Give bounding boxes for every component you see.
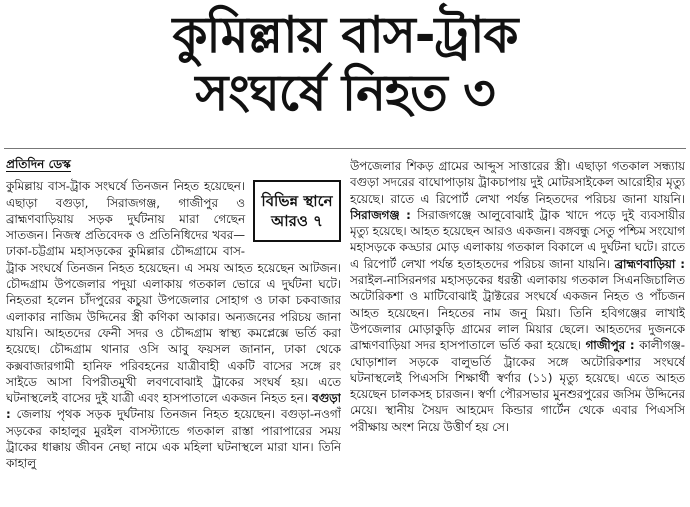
article-column-left [6, 156, 341, 506]
paragraph-comilla: কুমিল্লায় বাস-ট্রাক সংঘর্ষে তিনজন নিহত হয়েছেন। এছাড়া বগুড়া, সিরাজগঞ্জ, গাজীপুর ও ব্রাহ্মণবাড়িয়ায় সড়ক দুর্ঘটনায় মারা গেছেন সাতজন। নিজস্ব প্রতিবেদক ও প্রতিনিধিদের খবর— ঢাকা-চট্টগ্রাম মহাসড়কের কুমিল্লার চৌদ্দগ্রামে বাস-ট্রাক সংঘর্ষে তিনজন নিহত হয়েছেন। এ সময় আহত হয়েছেন আটজন। চৌদ্দগ্রাম উপজেলার পদুয়া এলাকায় গতকাল ভোরে এ দুর্ঘটনা ঘটে। নিহতরা হলেন চাঁদপুরের কচুয়া উপজেলার সোহাগ ও ঢাকা চকবাজার এলাকার নাজিম উদ্দিনের স্ত্রী কণিকা আকার। অন্যজনের পরিচয় জানা যায়নি। আহতদের ফেনী সদর ও চৌদ্দগ্রাম স্বাস্থ্য কমপ্লেক্সে ভর্তি করা হয়েছে। চৌদ্দগ্রাম থানার ওসি আবু ফয়সল জানান, ঢাকা থেকে কক্সবাজারগামী হানিফ পরিবহনের যাত্রীবাহী একটি বাসের সঙ্গে রং সাইডে আসা বিপরীতমুখী লবণবোঝাই ট্রাকের সংঘর্ষ হয়। এতে ঘটনাস্থলেই বাসের দুই যাত্রী এবং হাসপাতালে একজন নিহত হন। [6, 179, 341, 406]
paragraph-brahmanbaria: সরাইল-নাসিরনগর মহাসড়কের ধরন্তী এলাকায় গতকাল সিএনজিচালিত অটোরিকশা ও মাটিবোঝাই ট্রাক্টরের সংঘর্ষে একজন নিহত ও পাঁচজন আহত হয়েছেন। নিহতের নাম জনু মিয়া। তিনি হবিগঞ্জের লাখাই উপজেলার মোড়াকুড়ি গ্রামের লাল মিয়ার ছেলে। আহতদের দুজনকে ব্রাহ্মণবাড়িয়া সদর হাসপাতালে ভর্তি করা হয়েছে। [350, 273, 685, 353]
headline-divider [4, 148, 686, 149]
paragraph-sirajganj: সিরাজগঞ্জে আলুবোঝাই ট্রাক খাদে পড়ে দুই ব্যবসায়ীর মৃত্যু হয়েছে। আহত হয়েছেন আরও একজন। বঙ্গবন্ধু সেতু পশ্চিম সংযোগ মহাসড়কে কড্ডার মোড় এলাকায় গতকাল বিকালে এ দুর্ঘটনা ঘটে। রাতে এ রিপোর্ট লেখা পর্যন্ত হতাহতদের পরিচয় জানা যায়নি। [350, 207, 685, 271]
paragraph-bogura-cont: উপজেলার শিকড় গ্রামের আব্দুস সাত্তারের স্ত্রী। এছাড়া গতকাল সন্ধ্যায় বগুড়া সদরের বাঘোপাড়ায় ট্রাকচাপায় দুই মোটরসাইকেল আরোহীর মৃত্যু হয়েছে। রাতে এ রিপোর্ট লেখা পর্যন্ত নিহতদের পরিচয় জানা যায়নি। [350, 159, 685, 206]
article-text-right [350, 158, 685, 435]
subhead-line-2: আরও ৭ [271, 212, 323, 231]
location-label-bogura: বগুড়া : [6, 391, 341, 422]
location-label-sirajganj: সিরাজগঞ্জ : [350, 207, 411, 222]
headline-line-1: কুমিল্লায় বাস-ট্রাক [172, 6, 518, 64]
byline-text: প্রতিদিন ডেস্ক [6, 157, 71, 171]
location-label-brahmanbaria: ব্রাহ্মণবাড়িয়া : [614, 256, 685, 271]
headline [0, 6, 690, 122]
article-column-right [350, 158, 685, 506]
paragraph-gazipur: কালীগঞ্জ-ঘোড়াশাল সড়কে বালুভর্তি ট্রাকের সঙ্গে অটোরিকশার সংঘর্ষে ঘটনাস্থলেই পিএসসি শিক্ষার্থী স্বর্ণার (১১) মৃত্যু হয়েছে। এতে আহত হয়েছেন চালকসহ চারজন। স্বর্ণা পৌরসভার মুনশুরপুরের জসিম উদ্দিনের মেয়ে। স্থানীয় সৈয়দ আহমেদ কিন্ডার গার্টেন থেকে এবার পিএসসি পরীক্ষায় অংশ নিয়ে উত্তীর্ণ হয় সে। [350, 338, 685, 434]
paragraph-bogura: জেলায় পৃথক সড়ক দুর্ঘটনায় তিনজন নিহত হয়েছেন। বগুড়া-নওগাঁ সড়কের কাহালুর মুরইল বাসস্ট্যান্ডে গতকাল রাস্তা পারাপারের সময় ট্রাকের ধাক্কায় জীবন নেছা নামে এক মহিলা ঘটনাস্থলে মারা যান। তিনি কাহালু [6, 407, 341, 471]
location-label-gazipur: গাজীপুর : [585, 338, 635, 353]
headline-line-2: সংঘর্ষে নিহত ৩ [195, 64, 495, 122]
subhead-line-1: বিভিন্ন স্থানে [261, 192, 333, 211]
byline [6, 156, 341, 172]
article-text-left [6, 178, 341, 471]
subhead-box [253, 180, 341, 242]
